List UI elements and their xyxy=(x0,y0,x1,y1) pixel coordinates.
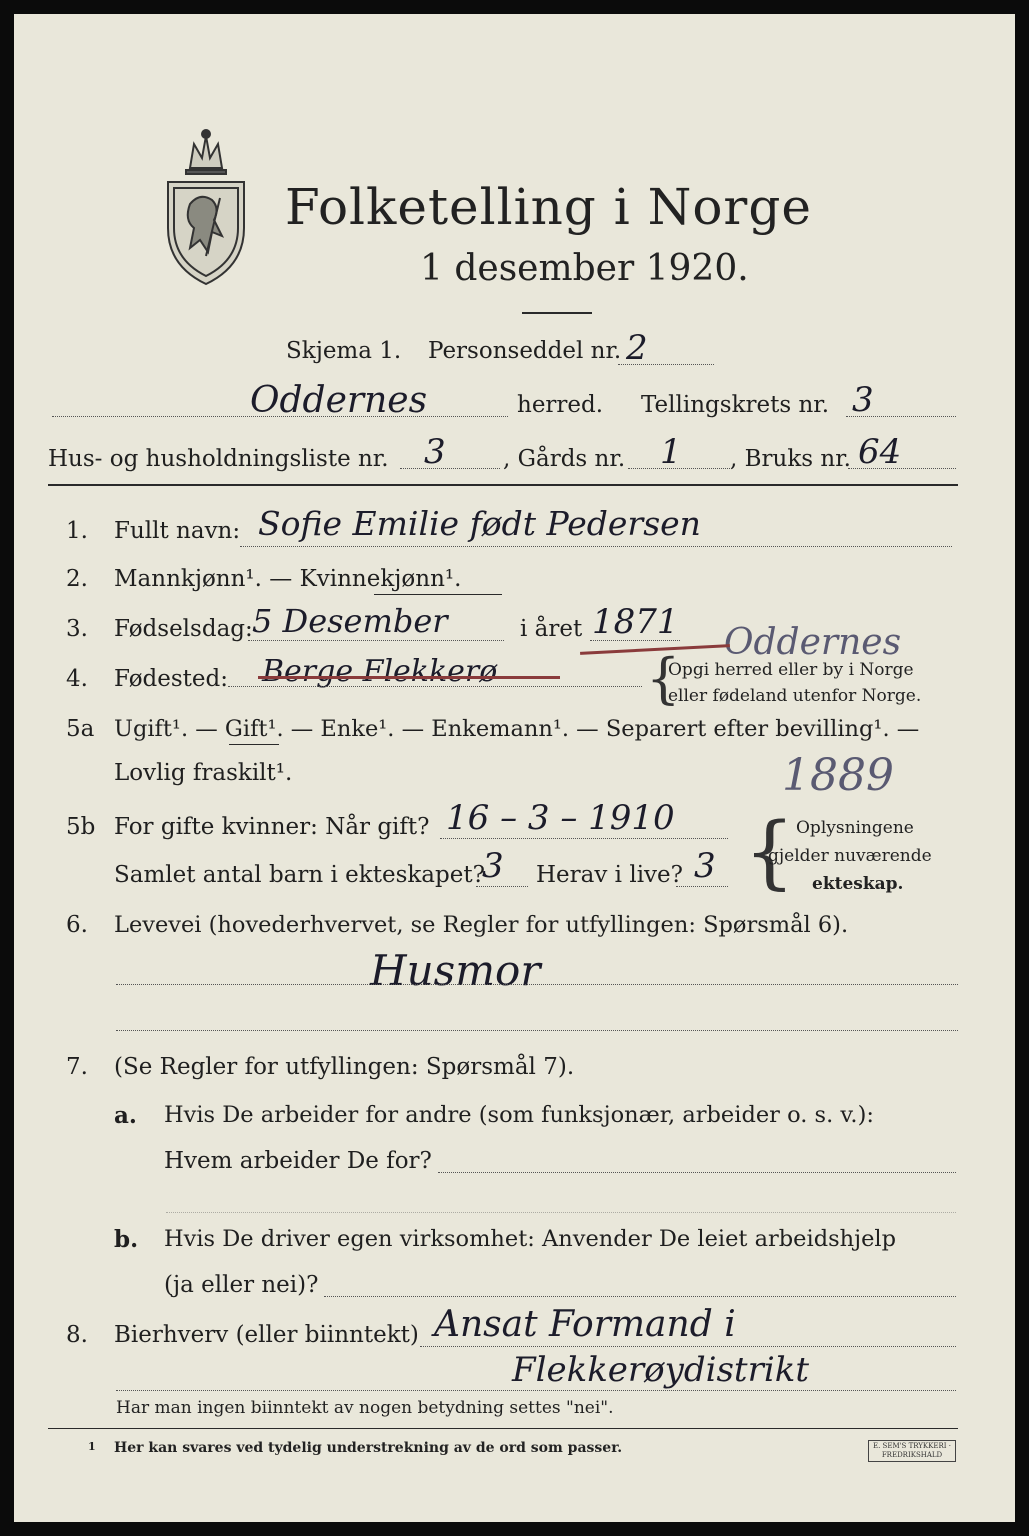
q5b-note-line1: Oplysningene xyxy=(796,818,914,838)
q5b-number: 5b xyxy=(66,814,96,840)
biinntekt-note: Har man ingen biinntekt av nogen betydning settes "nei". xyxy=(116,1398,614,1418)
gards-value: 1 xyxy=(660,432,682,472)
q2-gender-options: Mannkjønn¹. — Kvinnekjønn¹. xyxy=(114,566,462,592)
hus-label: Hus- og husholdningsliste nr. xyxy=(48,446,389,472)
q6-number: 6. xyxy=(66,912,88,938)
tellingskrets-label: Tellingskrets nr. xyxy=(641,392,830,418)
tellingskrets-value: 3 xyxy=(852,380,874,420)
q1-line xyxy=(240,546,952,547)
q8-line1 xyxy=(420,1346,956,1347)
printer-stamp: E. SEM'S TRYKKERI · FREDRIKSHALD xyxy=(868,1440,956,1462)
q5a-marital-options: Ugift¹. — Gift¹. — Enke¹. — Enkemann¹. — Separert efter bevilling¹. — xyxy=(114,716,920,742)
q4-number: 4. xyxy=(66,666,88,692)
tellingskrets-line xyxy=(846,416,956,417)
hus-line xyxy=(400,468,500,469)
q5b-alive-value: 3 xyxy=(694,846,716,886)
q7b-line1: Hvis De driver egen virksomhet: Anvender De leiet arbeidshjelp xyxy=(164,1226,897,1252)
q4-birthplace-value: Berge Flekkerø xyxy=(262,654,498,689)
q8-line2 xyxy=(116,1390,956,1391)
q5a-margin-note: 1889 xyxy=(782,750,894,801)
q6-label: Levevei (hovederhvervet, se Regler for utfyllingen: Spørsmål 6). xyxy=(114,912,849,938)
q4-brace: { xyxy=(646,647,681,710)
bruks-label: , Bruks nr. xyxy=(730,446,851,472)
q3-birthday-value: 5 Desember xyxy=(252,602,448,640)
personseddel-line xyxy=(618,364,714,365)
q4-label: Fødested: xyxy=(114,666,229,692)
q8-value-line1: Ansat Formand i xyxy=(434,1304,736,1345)
q5b-note-line3: ekteskap. xyxy=(812,874,904,894)
q7b-answer-line xyxy=(324,1296,956,1297)
q4-note-line2: eller fødeland utenfor Norge. xyxy=(668,686,922,706)
q7a-line1: Hvis De arbeider for andre (som funksjonær, arbeider o. s. v.): xyxy=(164,1102,874,1128)
q5a-number: 5a xyxy=(66,716,95,742)
q5b-alive-line xyxy=(676,886,728,887)
q5b-label-children: Samlet antal barn i ekteskapet? xyxy=(114,862,485,888)
personseddel-value: 2 xyxy=(626,328,648,368)
q4-line xyxy=(228,686,642,687)
q5b-brace: { xyxy=(744,805,795,898)
q3-year-line xyxy=(590,640,680,641)
form-title: Folketelling i Norge xyxy=(285,178,812,236)
q4-note-line1: Opgi herred eller by i Norge xyxy=(668,660,914,680)
gards-line xyxy=(628,468,730,469)
skjema-label: Skjema 1. xyxy=(286,338,402,364)
q5b-children-line xyxy=(476,886,528,887)
q3-year-value: 1871 xyxy=(592,602,679,642)
hus-value: 3 xyxy=(424,432,446,472)
q4-strikethrough xyxy=(258,676,560,679)
q2-number: 2. xyxy=(66,566,88,592)
q5a-line2: Lovlig fraskilt¹. xyxy=(114,760,293,786)
q3-year-label: i året xyxy=(520,616,583,642)
title-divider xyxy=(522,312,592,314)
footnote-divider xyxy=(48,1428,958,1429)
herred-line xyxy=(52,416,508,417)
q8-value-line2: Flekkerøydistrikt xyxy=(512,1350,809,1390)
q7a-extra-line xyxy=(166,1212,956,1213)
q3-day-line xyxy=(248,640,504,641)
q7-number: 7. xyxy=(66,1054,88,1080)
q6-occupation-value: Husmor xyxy=(370,946,541,995)
gards-label: , Gårds nr. xyxy=(503,446,626,472)
header-divider xyxy=(48,484,958,486)
q5b-note-line2: gjelder nuværende xyxy=(768,846,932,866)
coat-of-arms-icon xyxy=(160,128,252,288)
q3-margin-note: Oddernes xyxy=(724,622,902,663)
q7a-number: a. xyxy=(114,1102,137,1129)
q2-underline-kvinnekjonn xyxy=(374,594,502,595)
q5a-underline-gift xyxy=(229,744,279,745)
q7a-answer-line xyxy=(438,1172,956,1173)
q5b-marriage-date: 16 – 3 – 1910 xyxy=(446,798,675,838)
q8-label: Bierhverv (eller biinntekt) xyxy=(114,1322,419,1348)
q7-label: (Se Regler for utfyllingen: Spørsmål 7). xyxy=(114,1054,575,1080)
bruks-value: 64 xyxy=(858,432,902,472)
bruks-line xyxy=(848,468,956,469)
herred-label: herred. xyxy=(517,392,604,418)
personseddel-label: Personseddel nr. xyxy=(428,338,622,364)
footnote-mark: 1 xyxy=(88,1440,96,1453)
q3-label: Fødselsdag: xyxy=(114,616,253,642)
q5b-label-alive: Herav i live? xyxy=(536,862,683,888)
q5b-date-line xyxy=(440,838,728,839)
q8-number: 8. xyxy=(66,1322,88,1348)
q7a-line2: Hvem arbeider De for? xyxy=(164,1148,432,1174)
footnote-text: Her kan svares ved tydelig understrekning av de ord som passer. xyxy=(114,1440,623,1456)
q1-number: 1. xyxy=(66,518,88,544)
q7b-line2: (ja eller nei)? xyxy=(164,1272,319,1298)
herred-value: Oddernes xyxy=(250,380,428,421)
q5b-children-value: 3 xyxy=(482,846,504,886)
q5b-label-when: For gifte kvinner: Når gift? xyxy=(114,814,430,840)
census-date: 1 desember 1920. xyxy=(420,248,749,289)
q7b-number: b. xyxy=(114,1226,139,1253)
q1-label: Fullt navn: xyxy=(114,518,241,544)
q6-line2 xyxy=(116,1030,958,1031)
q3-number: 3. xyxy=(66,616,88,642)
q1-full-name: Sofie Emilie født Pedersen xyxy=(258,504,701,543)
q6-line1 xyxy=(116,984,958,985)
